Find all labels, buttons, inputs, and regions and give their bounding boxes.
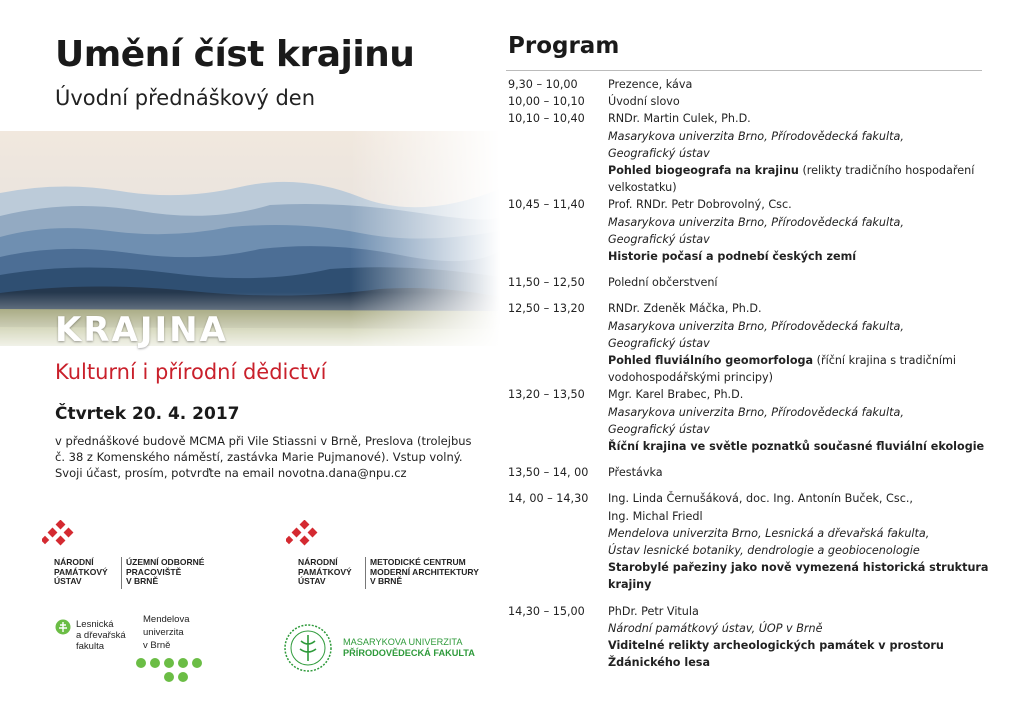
program-entry — [508, 300, 988, 386]
logo-line: v Brně — [143, 640, 171, 651]
logo-line: PŘÍRODOVĚDECKÁ FAKULTA — [343, 648, 475, 658]
logo-line: PAMÁTKOVÝ — [54, 566, 108, 577]
muni-seal-icon — [283, 623, 333, 673]
program-entry — [508, 93, 988, 110]
logo-line: PAMÁTKOVÝ — [298, 566, 352, 577]
entry-line: Masarykova univerzita Brno, Přírodovědecká fakulta, — [608, 405, 904, 419]
entry-line: Národní památkový ústav, ÚOP v Brně — [608, 621, 823, 635]
entry-line: Historie počasí a podnebí českých zemí — [608, 250, 857, 264]
program-entry — [508, 490, 988, 593]
logo-line: NÁRODNÍ — [298, 557, 338, 567]
event-date: Čtvrtek 20. 4. 2017 — [55, 404, 240, 424]
tree-icon — [55, 619, 71, 635]
logo-line: METODICKÉ CENTRUM — [370, 557, 466, 567]
entry-line: Geografický ústav — [608, 336, 710, 350]
program-entry — [508, 603, 988, 672]
entry-line: Ždánického lesa — [608, 656, 711, 670]
entry-time: 10,10 – 10,40 — [508, 112, 585, 126]
page-title: Umění číst krajinu — [55, 34, 415, 75]
entry-line: Viditelné relikty archeologických památek v prostoru — [608, 639, 944, 653]
logo-line: MASARYKOVA UNIVERZITA — [343, 637, 463, 647]
banner-title: KRAJINA — [55, 310, 228, 350]
entry-line: Mendelova univerzita Brno, Lesnická a dřevařská fakulta, — [608, 526, 930, 540]
entry-line: RNDr. Martin Culek, Ph.D. — [608, 112, 751, 126]
entry-line: Polední občerstvení — [608, 276, 718, 290]
npu-uop-logo — [42, 520, 205, 587]
entry-line: krajiny — [608, 578, 652, 592]
program-entry — [508, 386, 988, 455]
green-dots-icon — [135, 657, 215, 687]
entry-line: vodohospodářskými principy) — [608, 371, 774, 385]
entry-line: Pohled fluviálního geomorfologa (říční krajina s tradičními — [608, 354, 957, 368]
program-divider — [506, 70, 982, 71]
entry-line: Geografický ústav — [608, 232, 710, 246]
entry-time: 12,50 – 13,20 — [508, 302, 585, 316]
program-schedule — [508, 76, 988, 672]
entry-line: PhDr. Petr Vitula — [608, 604, 699, 618]
entry-time: 13,20 – 13,50 — [508, 388, 585, 402]
npu-emblem-icon — [286, 520, 324, 552]
entry-line: Říční krajina ve světle poznatků současné fluviální ekologie — [608, 440, 985, 454]
npu-emblem-icon — [42, 520, 80, 552]
entry-time: 14, 00 – 14,30 — [508, 492, 589, 506]
program-entry — [508, 110, 988, 196]
logo-line: a dřevařská — [76, 630, 126, 641]
entry-line: Masarykova univerzita Brno, Přírodovědecká fakulta, — [608, 215, 904, 229]
entry-line: Prezence, káva — [608, 78, 693, 91]
entry-time: 10,45 – 11,40 — [508, 198, 585, 212]
page-subtitle: Úvodní přednáškový den — [55, 86, 316, 110]
entry-line: Úvodní slovo — [608, 95, 680, 109]
entry-time: 14,30 – 15,00 — [508, 604, 585, 618]
logo-line: ÚSTAV — [54, 576, 82, 587]
entry-line: Geografický ústav — [608, 146, 710, 160]
logo-line: MODERNÍ ARCHITEKTURY — [370, 566, 479, 577]
mendelu-logo — [55, 614, 225, 687]
entry-time: 10,00 – 10,10 — [508, 95, 585, 109]
logo-line: ÚZEMNÍ ODBORNÉ — [126, 557, 205, 567]
program-entry — [508, 76, 988, 93]
entry-line: Ústav lesnické botaniky, dendrologie a geobiocenologie — [608, 544, 920, 558]
venue-line: Svoji účast, prosím, potvrďte na email novotna.dana@npu.cz — [55, 466, 407, 481]
entry-time: 11,50 – 12,50 — [508, 276, 585, 290]
entry-line: Ing. Linda Černušáková, doc. Ing. Antonín Buček, Csc., — [608, 492, 913, 506]
program-entry — [508, 274, 988, 291]
logo-line: Lesnická — [76, 619, 114, 630]
entry-line: RNDr. Zdeněk Máčka, Ph.D. — [608, 302, 762, 316]
entry-time: 13,50 – 14, 00 — [508, 466, 589, 480]
entry-line: Prof. RNDr. Petr Dobrovolný, Csc. — [608, 198, 792, 212]
program-entry — [508, 196, 988, 265]
entry-time: 9,30 – 10,00 — [508, 78, 578, 91]
logo-line: V BRNĚ — [126, 576, 159, 587]
venue-line: v přednáškové budově MCMA při Vile Stiassni v Brně, Preslova (trolejbus — [55, 434, 472, 448]
entry-line: Starobylé pařeziny jako nově vymezená historická struktura — [608, 561, 989, 575]
venue-line: č. 38 z Komenského náměstí, zastávka Marie Pujmanové). Vstup volný. — [55, 450, 463, 465]
logo-line: PRACOVIŠTĚ — [126, 566, 182, 577]
entry-line: Pohled biogeografa na krajinu (relikty tradičního hospodaření — [608, 164, 975, 178]
entry-line: Geografický ústav — [608, 422, 710, 436]
program-heading: Program — [508, 33, 620, 59]
entry-topic: Pohled fluviálního geomorfologa — [608, 354, 814, 368]
logo-line: fakulta — [76, 641, 104, 652]
entry-line: Ing. Michal Friedl — [608, 509, 703, 523]
banner-tagline: Kulturní i přírodní dědictví — [55, 360, 327, 384]
entry-topic: Pohled biogeografa na krajinu — [608, 164, 799, 178]
entry-line: Masarykova univerzita Brno, Přírodovědecká fakulta, — [608, 129, 904, 143]
logo-line: univerzita — [143, 627, 184, 638]
event-venue — [55, 433, 485, 482]
entry-line: Masarykova univerzita Brno, Přírodovědecká fakulta, — [608, 319, 904, 333]
muni-sci-logo — [283, 623, 503, 675]
logo-line: Mendelova — [143, 614, 190, 625]
logo-line: ÚSTAV — [298, 576, 326, 587]
npu-mcma-logo — [286, 520, 479, 587]
entry-line: Přestávka — [608, 466, 663, 480]
logo-line: V BRNĚ — [370, 576, 403, 587]
program-entry — [508, 464, 988, 481]
logo-line: NÁRODNÍ — [54, 557, 94, 567]
entry-line: Mgr. Karel Brabec, Ph.D. — [608, 388, 744, 402]
entry-line: velkostatku) — [608, 181, 677, 195]
